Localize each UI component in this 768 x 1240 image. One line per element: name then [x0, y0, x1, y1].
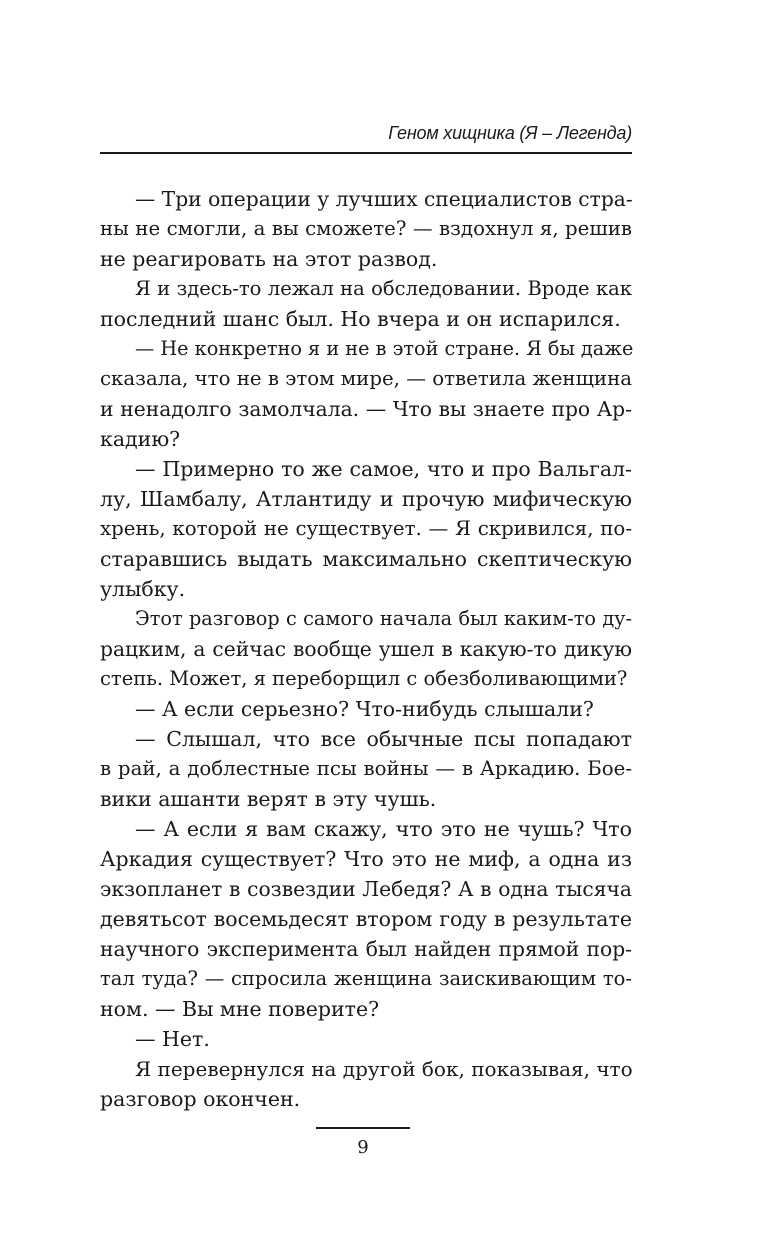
text-line: — Слышал, что все обычные псы попадают	[135, 727, 632, 751]
text-line: — Три операции у лучших специалистов стра-	[135, 187, 633, 211]
text-line: — Примерно то же самое, что и про Вальгал-	[135, 457, 632, 481]
text-line: девятьсот восемьдесят втором году в результате	[100, 907, 632, 931]
text-line: Я и здесь-то лежал на обследовании. Вроде как	[135, 277, 632, 300]
header-rule	[100, 152, 632, 154]
text-line: Этот разговор с самого начала был каким-то ду-	[135, 607, 632, 630]
text-line: Аркадия существует? Что это не миф, а одна из	[100, 847, 632, 871]
text-line: — Нет.	[135, 1027, 210, 1051]
text-line: ном. — Вы мне поверите?	[100, 997, 380, 1021]
text-line: старавшись выдать максимально скептическую	[100, 547, 632, 571]
text-line: и ненадолго замолчала. — Что вы знаете про Ар-	[100, 397, 632, 421]
text-line: Я перевернулся на другой бок, показывая, что	[135, 1057, 633, 1081]
page-number: 9	[357, 1137, 369, 1158]
text-line: экзопланет в созвездии Лебедя? А в одна тысяча	[100, 877, 632, 901]
text-line: рацким, а сейчас вообще ушел в какую-то дикую	[100, 637, 632, 661]
running-head: Геном хищника (Я – Легенда)	[388, 123, 632, 143]
footer-rule	[316, 1127, 410, 1129]
text-line: — Не конкретно я и не в этой стране. Я бы даже	[135, 337, 634, 360]
text-line: ны не смогли, а вы сможете? — вздохнул я, решив	[100, 217, 632, 240]
text-line: лу, Шамбалу, Атлантиду и прочую мифическую	[100, 487, 632, 511]
text-line: научного эксперимента был найден прямой пор-	[100, 937, 632, 961]
text-line: в рай, а доблестные псы войны — в Аркадию. Бое-	[100, 757, 632, 780]
text-line: кадию?	[100, 427, 181, 451]
text-line: — А если я вам скажу, что это не чушь? Что	[135, 817, 632, 841]
text-line: улыбку.	[100, 577, 186, 601]
text-line: степь. Может, я переборщил с обезболивающими?	[100, 667, 628, 690]
text-line: вики ашанти верят в эту чушь.	[100, 787, 437, 811]
text-line: хрень, которой не существует. — Я скривился, по-	[100, 517, 632, 540]
text-line: тал туда? — спросила женщина заискивающим то-	[100, 967, 632, 990]
text-line: — А если серьезно? Что-нибудь слышали?	[135, 697, 594, 721]
text-line: разговор окончен.	[100, 1087, 301, 1111]
text-line: не реагировать на этот развод.	[100, 247, 438, 271]
text-line: последний шанс был. Но вчера и он испарился.	[100, 307, 621, 331]
text-line: сказала, что не в этом мире, — ответила женщина	[100, 367, 633, 390]
